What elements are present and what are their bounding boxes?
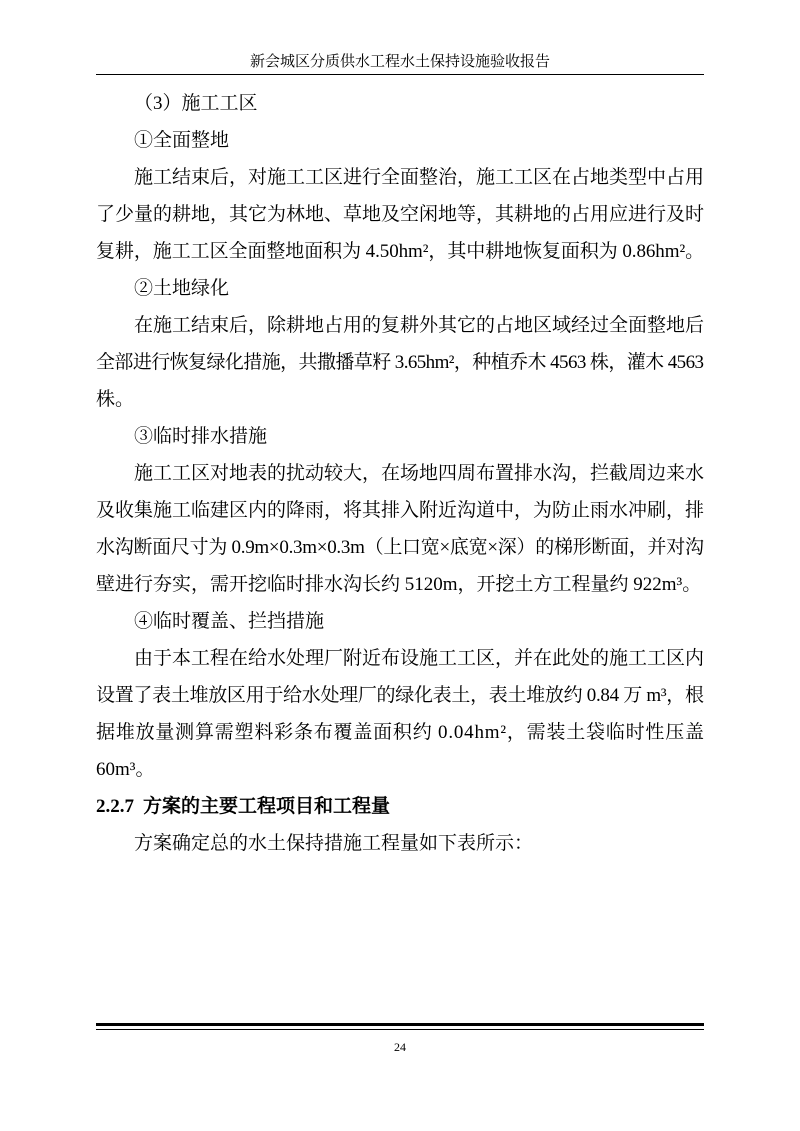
- paragraph-line-text: 由于本工程在给水处理厂附近布设施工工区，并在此处的施工工区内: [134, 648, 704, 669]
- subsection-title-text: ④临时覆盖、拦挡措施: [134, 611, 325, 632]
- paragraph-line: [96, 233, 704, 270]
- paragraph-line: [134, 455, 704, 492]
- footer-rule-thick: [96, 1023, 704, 1026]
- subsection-title-text: ③临时排水措施: [134, 426, 268, 447]
- paragraph-line-text: 设置了表土堆放区用于给水处理厂的绿化表土，表土堆放约 0.84 万 m³，根: [96, 685, 704, 706]
- paragraph-line: [134, 307, 704, 344]
- page-body: [96, 85, 704, 862]
- report-title: 新会城区分质供水工程水土保持设施验收报告: [249, 54, 550, 70]
- paragraph-line-text: 施工结束后，对施工工区进行全面整治，施工工区在占地类型中占用: [134, 167, 704, 188]
- paragraph-line: [134, 640, 704, 677]
- paragraph-line-text: 复耕，施工工区全面整地面积为 4.50hm²，其中耕地恢复面积为 0.86hm²。: [96, 241, 704, 262]
- paragraph-line-text: 全部进行恢复绿化措施，共撒播草籽 3.65hm²，种植乔木 4563 株，灌木 4563: [96, 352, 704, 373]
- subsection-title: [134, 270, 704, 307]
- paragraph-line-text: 施工工区对地表的扰动较大，在场地四周布置排水沟，拦截周边来水: [134, 463, 704, 484]
- paragraph-line-text: 方案确定总的水土保持措施工程量如下表所示：: [134, 833, 534, 854]
- paragraph-line-text: 了少量的耕地，其它为林地、草地及空闲地等，其耕地的占用应进行及时: [96, 204, 704, 225]
- paragraph-line: [96, 714, 704, 751]
- subsection-title: [134, 603, 704, 640]
- paragraph-line-text: 据堆放量测算需塑料彩条布覆盖面积约 0.04hm²，需装土袋临时性压盖: [96, 722, 705, 743]
- paragraph-line-text: 水沟断面尺寸为 0.9m×0.3m×0.3m（上口宽×底宽×深）的梯形断面，并对沟: [96, 537, 704, 558]
- section-heading-title: 方案的主要工程项目和工程量: [143, 796, 391, 817]
- footer-rule-thin: [96, 1029, 704, 1030]
- section-title: [134, 85, 704, 122]
- running-header: [96, 51, 704, 73]
- paragraph-line: [134, 159, 704, 196]
- paragraph-line: [96, 529, 704, 566]
- subsection-title: [134, 418, 704, 455]
- paragraph-line: [134, 825, 704, 862]
- subsection-title-text: ①全面整地: [134, 130, 230, 151]
- subsection-title: [134, 122, 704, 159]
- paragraph-line-text: 在施工结束后，除耕地占用的复耕外其它的占地区域经过全面整地后: [134, 315, 704, 336]
- paragraph-line-text: 壁进行夯实，需开挖临时排水沟长约 5120m，开挖土方工程量约 922m³。: [96, 574, 702, 595]
- subsection-title-text: ②土地绿化: [134, 278, 230, 299]
- paragraph-line: [96, 344, 704, 381]
- paragraph-line: [96, 566, 704, 603]
- section-heading-number: 2.2.7: [96, 796, 134, 817]
- paragraph-line: [96, 751, 704, 788]
- paragraph-line-text: 及收集施工临建区内的降雨，将其排入附近沟道中，为防止雨水冲刷，排: [96, 500, 704, 521]
- section-title-text: （3）施工工区: [134, 93, 258, 114]
- paragraph-line: [96, 492, 704, 529]
- page-number: 24: [394, 1040, 406, 1054]
- paragraph-line: [96, 677, 704, 714]
- paragraph-line: [96, 381, 704, 418]
- paragraph-line-text: 60m³。: [96, 759, 155, 780]
- section-heading-2-2-7: [96, 788, 704, 825]
- paragraph-line: [96, 196, 704, 233]
- header-rule: [96, 74, 704, 75]
- paragraph-line-text: 株。: [96, 389, 135, 410]
